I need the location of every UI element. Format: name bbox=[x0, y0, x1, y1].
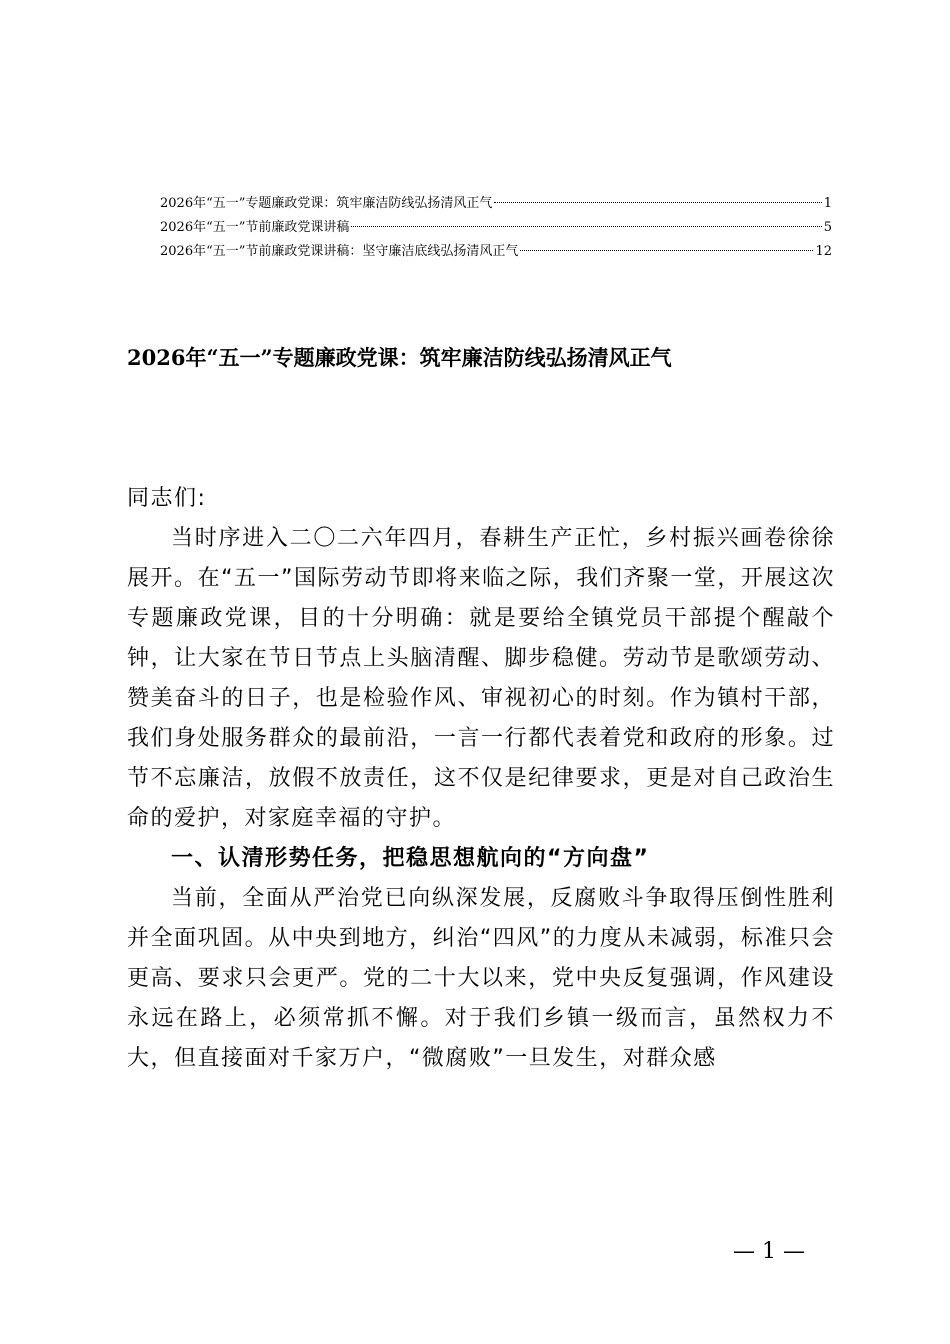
body-paragraph: 当时序进入二〇二六年四月，春耕生产正忙，乡村振兴画卷徐徐展开。在“五一”国际劳动节即将来临之际，我们齐聚一堂，开展这次专题廉政党课，目的十分明确：就是要给全镇党员干部提个醒敲个钟，让大家在节日节点上头脑清醒、脚步稳健。劳动节是歌颂劳动、赞美奋斗的日子，也是检验作风、审视初心的时刻。作为镇村干部，我们身处服务群众的最前沿，一言一行都代表着党和政府的形象。过节不忘廉洁，放假不放责任，这不仅是纪律要求，更是对自己政治生命的爱护，对家庭幸福的守护。 bbox=[127, 526, 835, 831]
document-title: 2026年“五一”专题廉政党课：筑牢廉洁防线弘扬清风正气 bbox=[127, 345, 672, 370]
toc-entry-page: 12 bbox=[815, 244, 832, 259]
body-paragraph: 当前，全面从严治党已向纵深发展，反腐败斗争取得压倒性胜利并全面巩固。从中央到地方，纠治“四风”的力度从未减弱，标准只会更高、要求只会更严。党的二十大以来，党中央反复强调，作风建设永远在路上，必须常抓不懈。对于我们乡镇一级而言，虽然权力不大，但直接面对千家万户，“微腐败”一旦发生，对群众感 bbox=[127, 886, 835, 1071]
toc-dot-leader bbox=[351, 226, 821, 227]
toc-entry-title: 2026年“五一”节前廉政党课讲稿：坚守廉洁底线弘扬清风正气 bbox=[160, 244, 519, 259]
document-body bbox=[127, 479, 835, 1079]
toc-entry-title: 2026年“五一”专题廉政党课：筑牢廉洁防线弘扬清风正气 bbox=[160, 196, 493, 211]
table-of-contents bbox=[160, 192, 832, 264]
toc-dot-leader bbox=[494, 202, 821, 203]
toc-entry[interactable] bbox=[160, 240, 832, 264]
toc-entry-title: 2026年“五一”节前廉政党课讲稿 bbox=[160, 220, 350, 235]
toc-entry[interactable] bbox=[160, 216, 832, 240]
toc-entry-page: 5 bbox=[823, 220, 832, 235]
page-number: — 1 — bbox=[733, 1239, 805, 1264]
toc-entry-page: 1 bbox=[823, 196, 832, 211]
salutation: 同志们: bbox=[127, 486, 207, 511]
section-heading: 一、认清形势任务，把稳思想航向的“方向盘” bbox=[171, 846, 650, 871]
toc-entry[interactable] bbox=[160, 192, 832, 216]
toc-dot-leader bbox=[520, 250, 813, 251]
